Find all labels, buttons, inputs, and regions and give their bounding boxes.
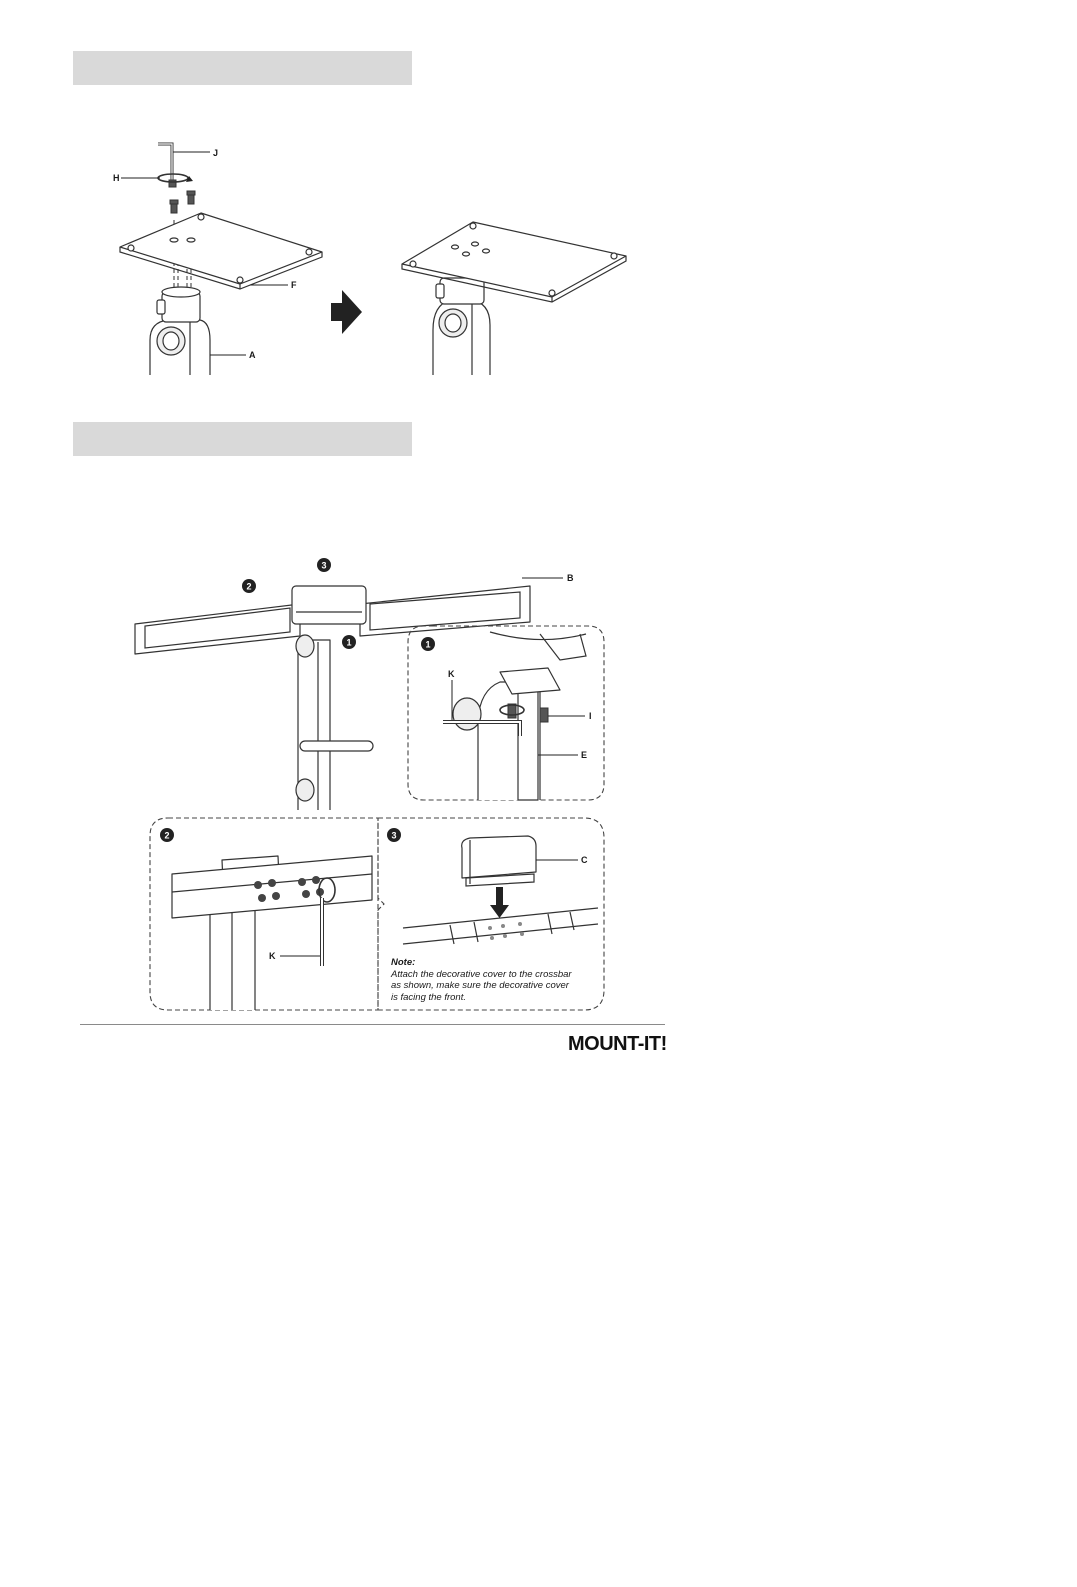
svg-text:3: 3 [321, 560, 327, 571]
label-b: B [567, 573, 574, 583]
step-1-diagram-after [402, 222, 626, 375]
plate-f [120, 213, 322, 284]
detail-2-panel [150, 818, 378, 1010]
svg-text:3: 3 [391, 830, 397, 841]
label-i: I [589, 711, 592, 721]
label-f: F [291, 280, 297, 290]
label-e: E [581, 750, 588, 760]
step-1-diagram-before [113, 144, 322, 375]
decorative-cover-note [391, 957, 607, 1003]
note-line-3: is facing the front. [391, 991, 466, 1003]
label-k2: K [269, 951, 276, 961]
svg-text:2: 2 [246, 581, 252, 592]
note-line-2: as shown, make sure the decorative cover [391, 980, 569, 991]
detail-1-panel [408, 626, 604, 800]
svg-text:2: 2 [164, 830, 170, 841]
svg-text:1: 1 [346, 637, 352, 648]
label-j: J [213, 148, 219, 158]
label-k: K [448, 669, 455, 679]
right-arrow-icon [331, 290, 362, 334]
crossbar-bracket [292, 586, 366, 624]
label-c: C [581, 855, 588, 865]
svg-text:1: 1 [425, 639, 431, 650]
down-arrow-icon [490, 887, 509, 918]
side-handle [300, 741, 373, 751]
footer-divider [80, 1024, 665, 1025]
note-line-1: Attach the decorative cover to the crossbar [391, 968, 572, 980]
note-title: Note: [391, 957, 416, 968]
label-h: H [113, 173, 120, 183]
brand-logo: MOUNT-IT! [568, 1033, 667, 1055]
label-a: A [249, 350, 256, 360]
decorative-cover-c [462, 836, 536, 878]
